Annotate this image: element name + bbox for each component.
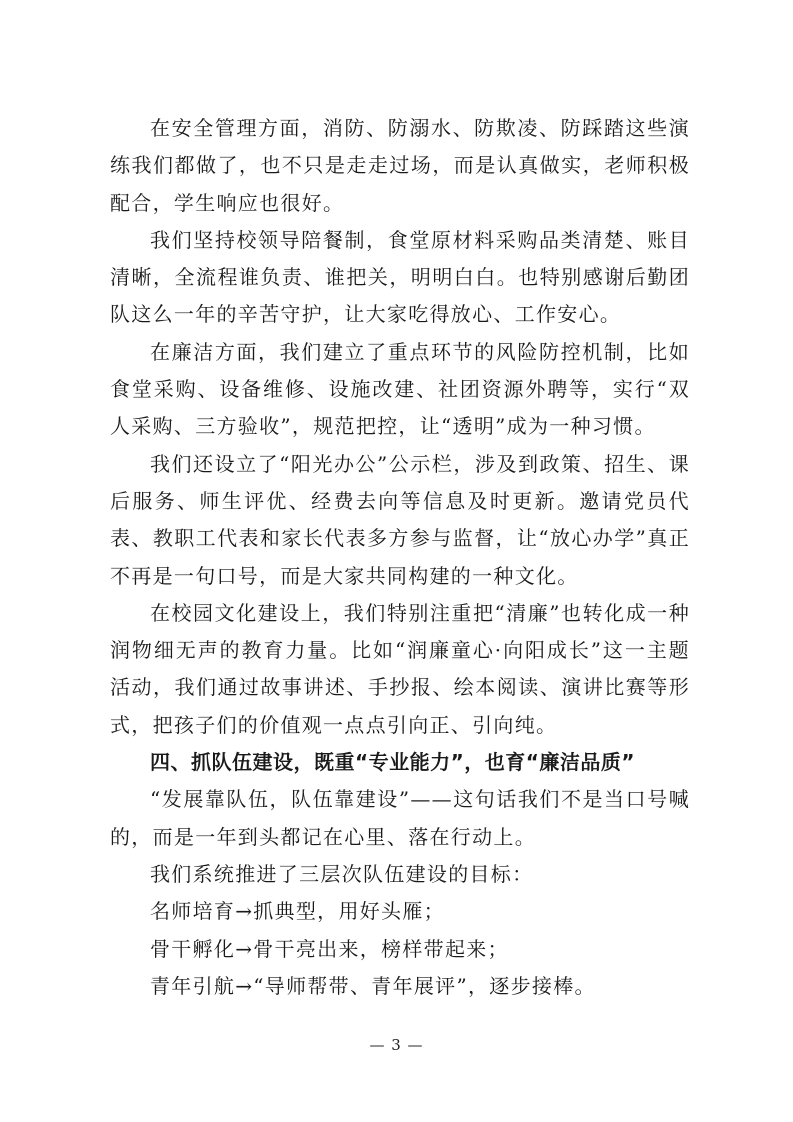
list-item-famous-teachers: 名师培育→抓典型，用好头雁； bbox=[150, 899, 445, 924]
document-body bbox=[110, 110, 690, 1005]
list-item-backbone-teachers: 骨干孵化→骨干亮出来，榜样带起来； bbox=[150, 936, 509, 961]
paragraph-three-level-goals: 我们系统推进了三层次队伍建设的目标： bbox=[150, 861, 534, 886]
paragraph-canteen-management: 我们坚持校领导陪餐制，食堂原材料采购品类清楚、账目清晰，全流程谁负责、谁把关，明明白白。也特别感谢后勤团队这么一年的辛苦守护，让大家吃得放心、工作安心。 bbox=[110, 227, 690, 327]
paragraph-team-motto: “发展靠队伍，队伍靠建设”——这句话我们不是当口号喊的，而是一年到头都记在心里、落在行动上。 bbox=[110, 787, 690, 849]
paragraph-sunshine-office: 我们还设立了“阳光办公”公示栏，涉及到政策、招生、课后服务、师生评优、经费去向等信息及时更新。邀请党员代表、教职工代表和家长代表多方参与监督，让“放心办学”真正不再是一句口号，而是大家共同构建的一种文化。 bbox=[110, 451, 690, 588]
paragraph-safety-management: 在安全管理方面，消防、防溺水、防欺凌、防踩踏这些演练我们都做了，也不只是走走过场，而是认真做实，老师积极配合，学生响应也很好。 bbox=[110, 116, 690, 215]
page-number: — 3 — bbox=[369, 1036, 424, 1054]
paragraph-campus-culture: 在校园文化建设上，我们特别注重把“清廉”也转化成一种润物细无声的教育力量。比如“润廉童心·向阳成长”这一主题活动，我们通过故事讲述、手抄报、绘本阅读、演讲比赛等形式，把孩子们的价值观一点点引向正、引向纯。 bbox=[110, 600, 690, 737]
paragraph-integrity-risk-control: 在廉洁方面，我们建立了重点环节的风险防控机制，比如食堂采购、设备维修、设施改建、社团资源外聘等，实行“双人采购、三方验收”，规范把控，让“透明”成为一种习惯。 bbox=[110, 339, 690, 439]
list-item-young-teachers: 青年引航→“导师帮带、青年展评”，逐步接棒。 bbox=[150, 973, 596, 998]
section-heading-team-building: 四、抓队伍建设，既重“专业能力”，也育“廉洁品质” bbox=[150, 750, 636, 775]
